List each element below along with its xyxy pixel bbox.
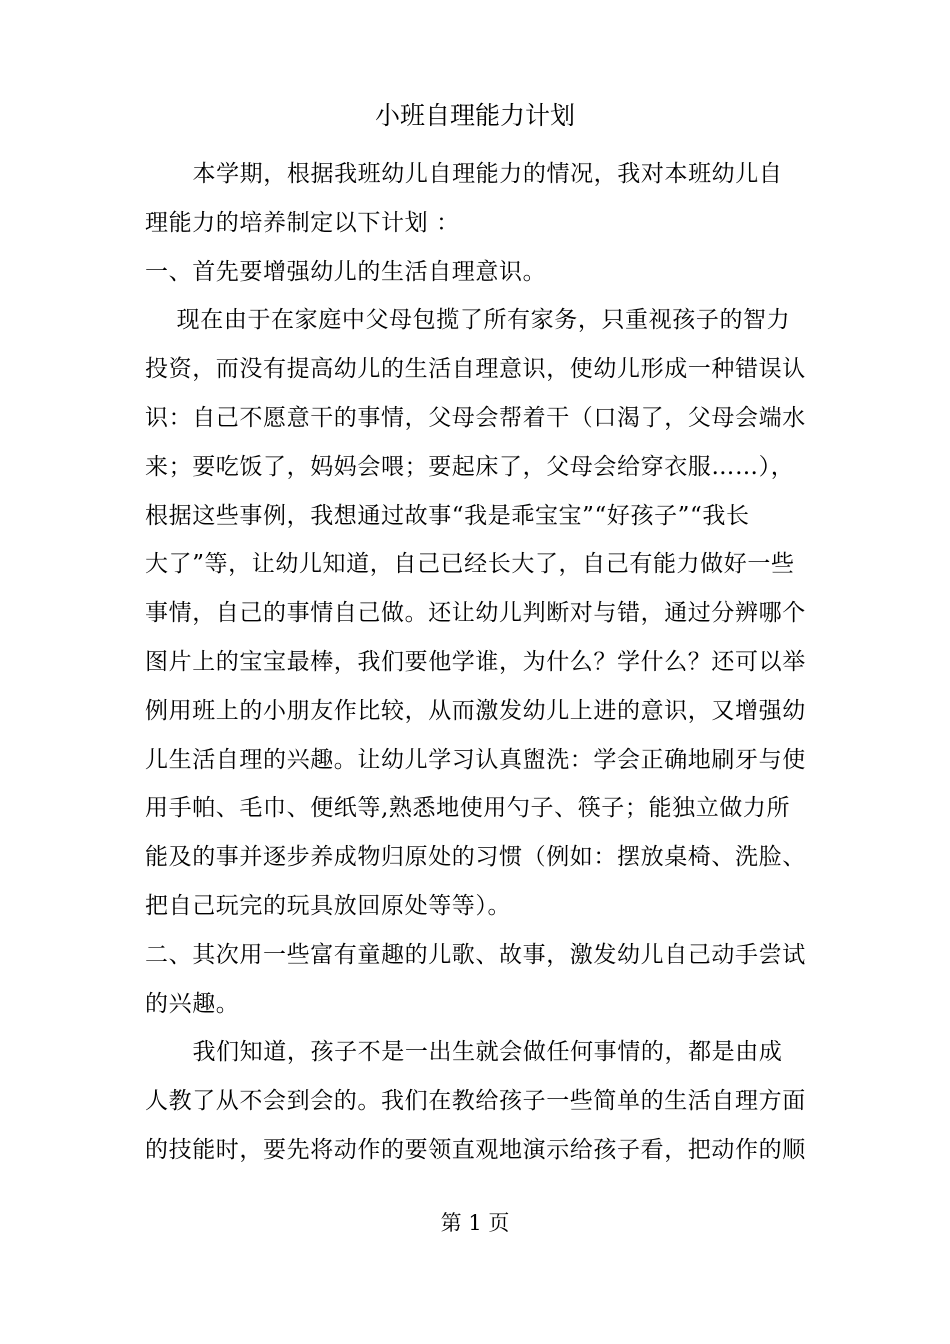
body-line: 我们知道，孩子不是一出生就会做任何事情的，都是由成 [145, 1039, 783, 1066]
body-line: 儿生活自理的兴趣。让幼儿学习认真盥洗：学会正确地刷牙与使 [145, 746, 806, 773]
section-heading-2-cont: 的兴趣。 [145, 990, 240, 1017]
body-line: 的技能时，要先将动作的要领直观地演示给孩子看，把动作的顺 [145, 1136, 806, 1163]
body-line: 大了”等，让幼儿知道，自己已经长大了，自己有能力做好一些 [145, 551, 795, 578]
body-line: 能及的事并逐步养成物归原处的习惯（例如：摆放桌椅、洗脸、 [145, 844, 806, 871]
section-heading-1: 一、首先要增强幼儿的生活自理意识。 [145, 258, 547, 285]
body-line: 把自己玩完的玩具放回原处等等）。 [145, 892, 512, 919]
body-line: 事情，自己的事情自己做。还让幼儿判断对与错，通过分辨哪个 [145, 600, 806, 627]
section-heading-2: 二、其次用一些富有童趣的儿歌、故事，激发幼儿自己动手尝试 [145, 941, 806, 968]
body-line: 本学期，根据我班幼儿自理能力的情况，我对本班幼儿自 [145, 161, 783, 187]
body-line: 例用班上的小朋友作比较，从而激发幼儿上进的意识，又增强幼 [145, 697, 806, 724]
page-number: 第 1 页 [440, 1211, 510, 1235]
body-line: 投资，而没有提高幼儿的生活自理意识，使幼儿形成一种错误认 [145, 356, 806, 383]
document-title: 小班自理能力计划 [374, 101, 575, 130]
body-line: 根据这些事例，我想通过故事“我是乖宝宝”“好孩子”“我长 [145, 502, 750, 529]
document-body [145, 150, 815, 1175]
body-line: 来；要吃饭了，妈妈会喂；要起床了，父母会给穿衣服……）， [145, 453, 795, 480]
body-line: 现在由于在家庭中父母包揽了所有家务，只重视孩子的智力 [145, 307, 791, 334]
body-line: 用手帕、毛巾、便纸等,熟悉地使用勺子、筷子；能独立做力所 [145, 795, 791, 822]
body-line: 图片上的宝宝最棒，我们要他学谁，为什么？学什么？还可以举 [145, 648, 806, 675]
body-line: 人教了从不会到会的。我们在教给孩子一些简单的生活自理方面 [145, 1088, 806, 1115]
body-line: 识：自己不愿意干的事情，父母会帮着干（口渴了，父母会端水 [145, 404, 806, 431]
body-line: 理能力的培养制定以下计划 ： [145, 209, 460, 236]
